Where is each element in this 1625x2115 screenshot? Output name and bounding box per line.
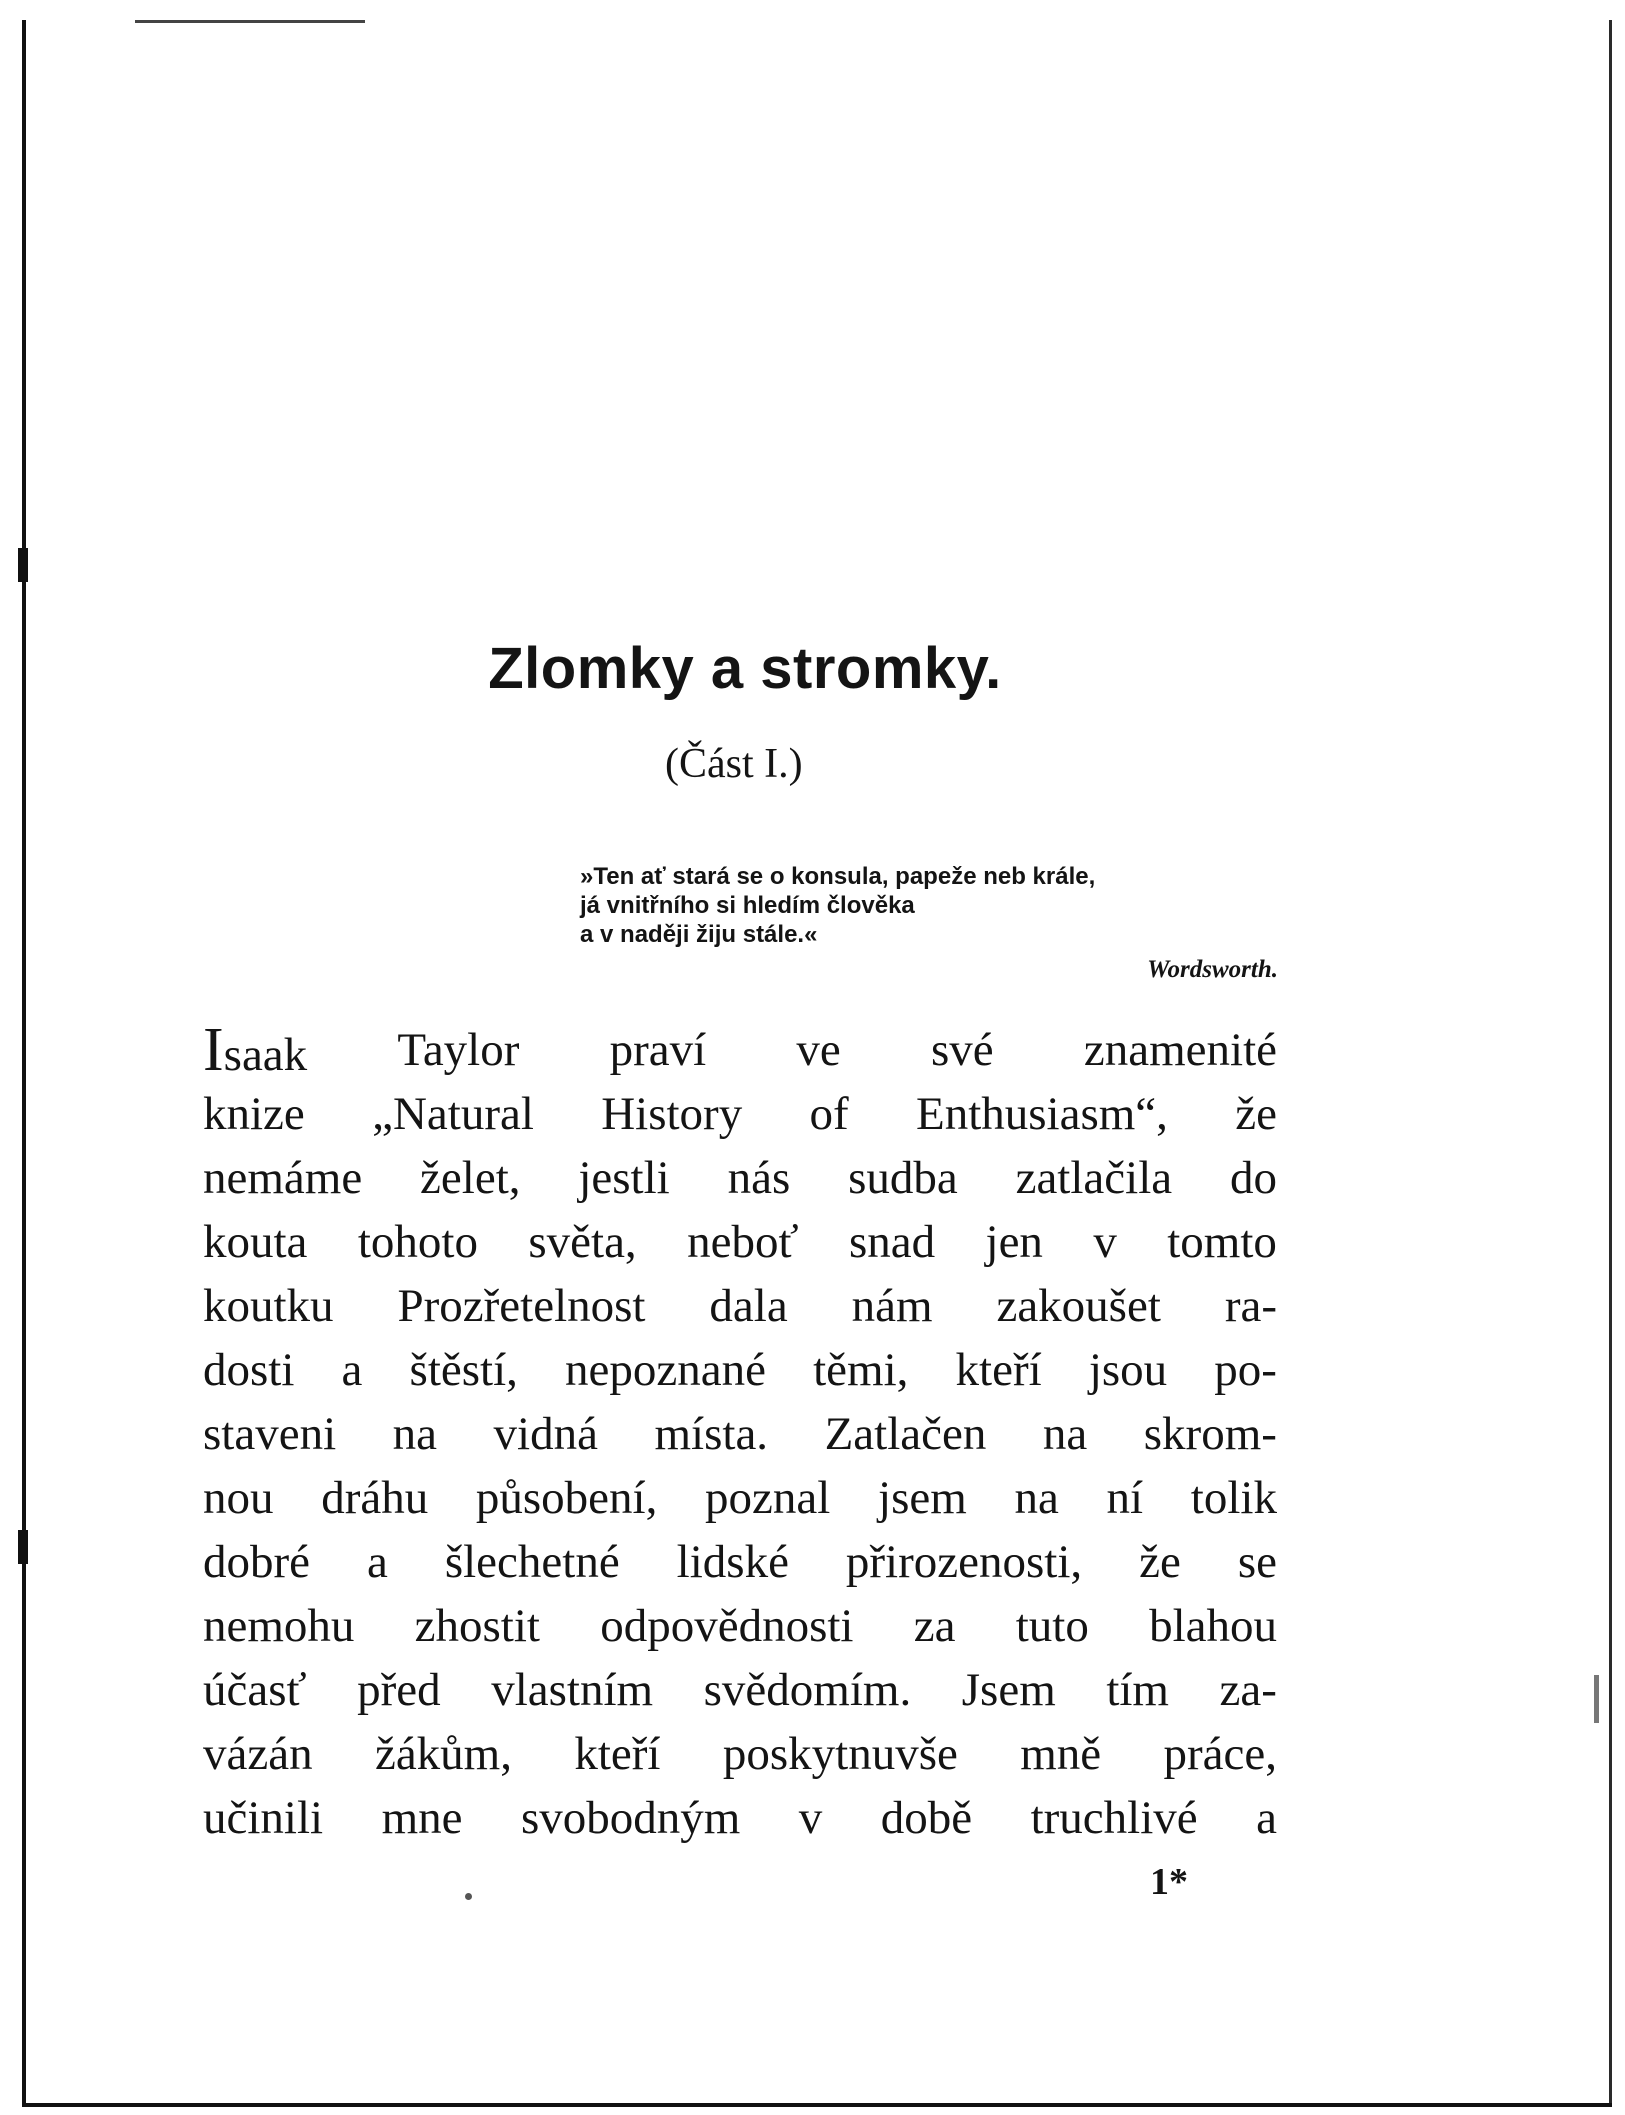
margin-mark	[1594, 1675, 1599, 1723]
body-word: přirozenosti,	[845, 1536, 1083, 1588]
body-word: nepoznané	[565, 1344, 766, 1396]
body-word: dala	[709, 1280, 788, 1332]
body-word: na	[1014, 1472, 1059, 1524]
body-word: ní	[1106, 1472, 1144, 1524]
body-word: dobré	[203, 1536, 311, 1588]
page-subtitle: (Část I.)	[665, 741, 803, 787]
scan-edge-top	[135, 20, 365, 23]
body-word: koutku	[203, 1280, 334, 1332]
body-word: svobodným	[520, 1792, 741, 1844]
epigraph-line: já vnitřního si hledím člověka	[580, 892, 915, 919]
scan-edge-tick	[18, 1530, 28, 1564]
body-word: své	[931, 1024, 994, 1076]
body-line	[203, 1530, 1277, 1594]
body-word: na	[392, 1408, 438, 1460]
body-word: blahou	[1149, 1600, 1277, 1652]
page-title: Zlomky a stromky.	[488, 636, 1002, 701]
body-line	[203, 1402, 1277, 1466]
body-word: za	[913, 1600, 956, 1652]
body-word: truchlivé	[1030, 1792, 1198, 1844]
epigraph	[580, 862, 1280, 949]
body-word: účasť	[203, 1664, 307, 1716]
body-word: History	[601, 1088, 743, 1140]
body-word: mně	[1020, 1728, 1102, 1780]
body-word: nemohu	[203, 1600, 355, 1652]
body-word: zatlačila	[1015, 1152, 1173, 1204]
scan-edge-left	[22, 20, 26, 2105]
body-line	[203, 1658, 1277, 1722]
body-word: za-	[1219, 1664, 1277, 1716]
body-word: snad	[848, 1216, 936, 1268]
body-word: Jsem	[961, 1664, 1056, 1716]
body-word: učinili	[203, 1792, 324, 1844]
body-word: mne	[381, 1792, 463, 1844]
body-word: žákům,	[374, 1728, 512, 1780]
body-word: nou	[203, 1472, 274, 1524]
body-word: poskytnuvše	[722, 1728, 958, 1780]
body-word: neboť	[687, 1216, 799, 1268]
body-word: dosti	[203, 1344, 295, 1396]
body-word: Prozřetelnost	[397, 1280, 646, 1332]
body-word: šlechetné	[444, 1536, 620, 1588]
body-word: nás	[727, 1152, 791, 1204]
body-word: působení,	[475, 1472, 658, 1524]
body-word: na	[1042, 1408, 1088, 1460]
body-word: želet,	[420, 1152, 521, 1204]
body-line	[203, 1274, 1277, 1338]
body-word: tím	[1106, 1664, 1169, 1716]
body-word: že	[1139, 1536, 1181, 1588]
body-word: a	[366, 1536, 388, 1588]
body-word: že	[1235, 1088, 1277, 1140]
body-word: době	[880, 1792, 973, 1844]
body-word: nemáme	[203, 1152, 363, 1204]
body-word: ve	[796, 1024, 841, 1076]
scan-edge-bottom	[22, 2103, 1612, 2107]
body-line	[203, 1786, 1277, 1850]
body-word: do	[1229, 1152, 1277, 1204]
body-word: „Natural	[372, 1088, 534, 1140]
body-word: a	[341, 1344, 363, 1396]
body-word: těmi,	[813, 1344, 909, 1396]
body-line	[203, 1594, 1277, 1658]
epigraph-line: a v naději žiju stále.«	[580, 921, 818, 948]
body-word: Taylor	[397, 1024, 520, 1076]
body-line	[203, 1210, 1277, 1274]
body-word: kteří	[574, 1728, 661, 1780]
body-word: práce,	[1163, 1728, 1277, 1780]
body-word: světa,	[528, 1216, 637, 1268]
body-word: sudba	[848, 1152, 958, 1204]
body-word: jen	[985, 1216, 1043, 1268]
body-word: tomto	[1167, 1216, 1277, 1268]
body-line	[203, 1722, 1277, 1786]
body-line	[203, 1082, 1277, 1146]
body-word: knize	[203, 1088, 305, 1140]
body-word: před	[357, 1664, 441, 1716]
body-word: odpovědnosti	[600, 1600, 854, 1652]
body-word: jestli	[578, 1152, 670, 1204]
body-word: jsou	[1088, 1344, 1168, 1396]
body-word: místa.	[654, 1408, 769, 1460]
body-word: jsem	[878, 1472, 967, 1524]
body-word: vlastním	[491, 1664, 654, 1716]
body-line	[203, 1146, 1277, 1210]
body-word: vidná	[493, 1408, 598, 1460]
body-word: v	[798, 1792, 823, 1844]
body-word: lidské	[676, 1536, 789, 1588]
scan-edge-tick	[18, 548, 28, 582]
body-word: v	[1093, 1216, 1117, 1268]
body-line	[203, 1466, 1277, 1530]
epigraph-author: Wordsworth.	[1147, 956, 1278, 983]
body-word: kouta	[203, 1216, 308, 1268]
body-line	[203, 1018, 1277, 1082]
epigraph-line: »Ten ať stará se o konsula, papeže neb krále,	[580, 863, 1096, 890]
body-word: zhostit	[414, 1600, 540, 1652]
body-word: of	[809, 1088, 849, 1140]
body-word: Zatlačen	[824, 1408, 987, 1460]
body-word: znamenité	[1083, 1024, 1277, 1076]
body-word: štěstí,	[409, 1344, 518, 1396]
body-word: tohoto	[357, 1216, 478, 1268]
body-word: praví	[609, 1024, 707, 1076]
body-word: zakoušet	[996, 1280, 1161, 1332]
body-word: kteří	[955, 1344, 1042, 1396]
body-word: tolik	[1190, 1472, 1277, 1524]
scan-edge-right	[1609, 20, 1612, 2105]
body-word: poznal	[705, 1472, 831, 1524]
body-word: svědomím.	[703, 1664, 912, 1716]
scan-speck	[465, 1893, 472, 1900]
body-word: Enthusiasm“,	[915, 1088, 1168, 1140]
body-line	[203, 1338, 1277, 1402]
body-word: skrom-	[1143, 1408, 1277, 1460]
body-word: se	[1237, 1536, 1277, 1588]
body-word: nám	[851, 1280, 933, 1332]
body-word: Isaak	[203, 1016, 308, 1084]
body-word: dráhu	[321, 1472, 429, 1524]
body-text	[203, 1018, 1277, 1850]
page-number: 1*	[1150, 1861, 1188, 1903]
body-word: ra-	[1224, 1280, 1277, 1332]
body-word: vázán	[203, 1728, 313, 1780]
body-word: staveni	[203, 1408, 337, 1460]
body-word: a	[1256, 1792, 1277, 1844]
body-word: po-	[1214, 1344, 1277, 1396]
body-word: tuto	[1015, 1600, 1089, 1652]
